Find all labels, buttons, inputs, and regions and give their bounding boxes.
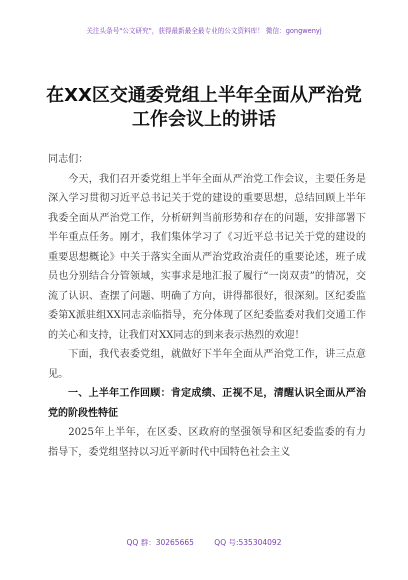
section-heading: 一、上半年工作回顾：肯定成绩、正视不足，清醒认识全面从严治党的阶段性特征: [48, 388, 366, 419]
footer-qq-number: QQ 号:535304092: [214, 538, 282, 547]
title-line-2: 工作会议上的讲话: [132, 109, 276, 130]
document-body: [48, 150, 366, 462]
salutation: 同志们：: [48, 154, 89, 165]
paragraph-review: 2025年上半年，在区委、区政府的坚强领导和区纪委监委的有力指导下，委党组坚持以习近平新时代中国特色社会主义: [48, 427, 366, 458]
title-line-1: 在XX区交通委党组上半年全面从严治党: [46, 85, 362, 106]
paragraph-intro: 今天，我们召开委党组上半年全面从严治党工作会议，主要任务是深入学习贯彻习近平总书记关于党的建设的重要思想，总结回顾上半年我委全面从严治党工作，分析研判当前形势和存在的问题，安排部署下半年重点任务。刚才，我们集体学习了《习近平总书记关于党的建设的重要思想概论》中关于落实全面从严治党政治责任的重要论述，班子成员也分别结合分管领域，实事求是地汇报了履行“一岗双责”的情况，交流了认识、查摆了问题、明确了方向，讲得都很好，很深刻。区纪委监委第X派驻组XX同志亲临指导，充分体现了区纪委监委对我们交通工作的关心和支持，让我们对XX同志的到来表示热烈的欢迎！: [48, 173, 366, 341]
document-title: [0, 84, 408, 132]
footer-qq-group: QQ 群：30265665: [126, 538, 194, 547]
footer-contact: [0, 537, 408, 548]
header-banner: 关注头条号"公文研究"，获得最新最全最专业的公文资料库！ 微信：gongwenyj: [86, 27, 322, 35]
paragraph-outline: 下面，我代表委党组，就做好下半年全面从严治党工作，讲三点意见。: [48, 349, 366, 380]
